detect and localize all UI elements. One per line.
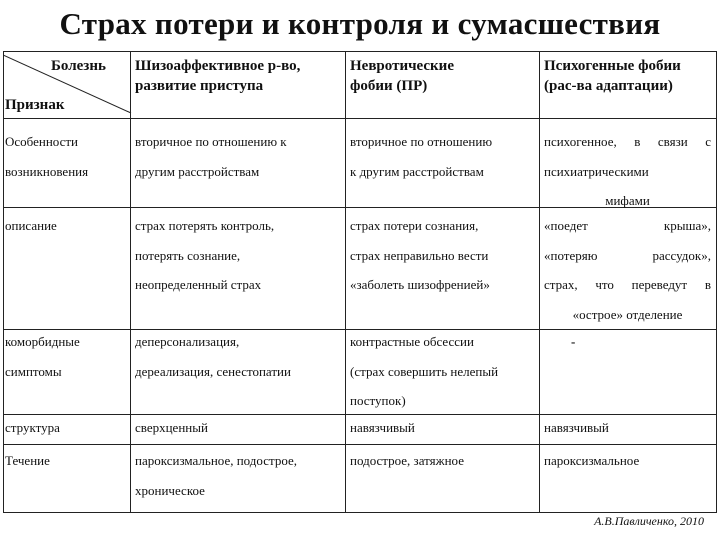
page-title: Страх потери и контроля и сумасшествия bbox=[59, 6, 661, 41]
table-border-top bbox=[3, 51, 717, 52]
cell-course-psychogenic: пароксизмальное bbox=[544, 453, 640, 468]
row-divider bbox=[3, 444, 717, 445]
header-schizoaffective: Шизоаффективное р-во, развитие приступа bbox=[135, 58, 301, 94]
cell-description-psychogenic: «поедет крыша», «потеряю рассудок», страх, что переведут в «острое» отделение bbox=[544, 218, 711, 322]
row-divider bbox=[3, 118, 717, 119]
cell-description-schizoaffective: страх потерять контроль, потерять сознание, неопределенный страх bbox=[135, 218, 275, 292]
cell-structure-neurotic: навязчивый bbox=[350, 420, 415, 435]
corner-label-sign: Признак bbox=[5, 97, 65, 113]
author-credit: А.В.Павличенко, 2010 bbox=[594, 514, 704, 528]
cell-description-neurotic: страх потери сознания, страх неправильно вести «заболеть шизофренией» bbox=[350, 218, 490, 292]
cell-comorbid-neurotic: контрастные обсессии (страх совершить нелепый поступок) bbox=[350, 334, 499, 408]
row-label-structure: структура bbox=[5, 420, 60, 435]
cell-structure-schizoaffective: сверхценный bbox=[135, 420, 208, 435]
cell-onset-neurotic: вторичное по отношению к другим расстройствам bbox=[350, 134, 493, 179]
cell-course-schizoaffective: пароксизмальное, подострое, хроническое bbox=[135, 453, 298, 498]
cell-course-neurotic: подострое, затяжное bbox=[350, 453, 464, 468]
cell-comorbid-schizoaffective: деперсонализация, дереализация, сенестопатии bbox=[135, 334, 291, 379]
row-label-comorbid: коморбидные симптомы bbox=[5, 334, 80, 379]
header-neurotic-phobias: Невротические фобии (ПР) bbox=[350, 58, 454, 94]
corner-label-disease: Болезнь bbox=[51, 58, 106, 74]
cell-comorbid-psychogenic: - bbox=[571, 334, 576, 349]
comparison-table bbox=[3, 51, 717, 513]
row-label-course: Течение bbox=[5, 453, 50, 468]
cell-onset-schizoaffective: вторичное по отношению к другим расстройствам bbox=[135, 134, 287, 179]
cell-structure-psychogenic: навязчивый bbox=[544, 420, 609, 435]
cell-onset-psychogenic: психогенное, в связи с психиатрическими мифами bbox=[544, 134, 711, 208]
header-psychogenic-phobias: Психогенные фобии (рас-ва адаптации) bbox=[544, 58, 681, 94]
table-border-bottom bbox=[3, 512, 717, 513]
row-label-onset: Особенности возникновения bbox=[5, 134, 89, 179]
row-label-description: описание bbox=[5, 218, 57, 233]
